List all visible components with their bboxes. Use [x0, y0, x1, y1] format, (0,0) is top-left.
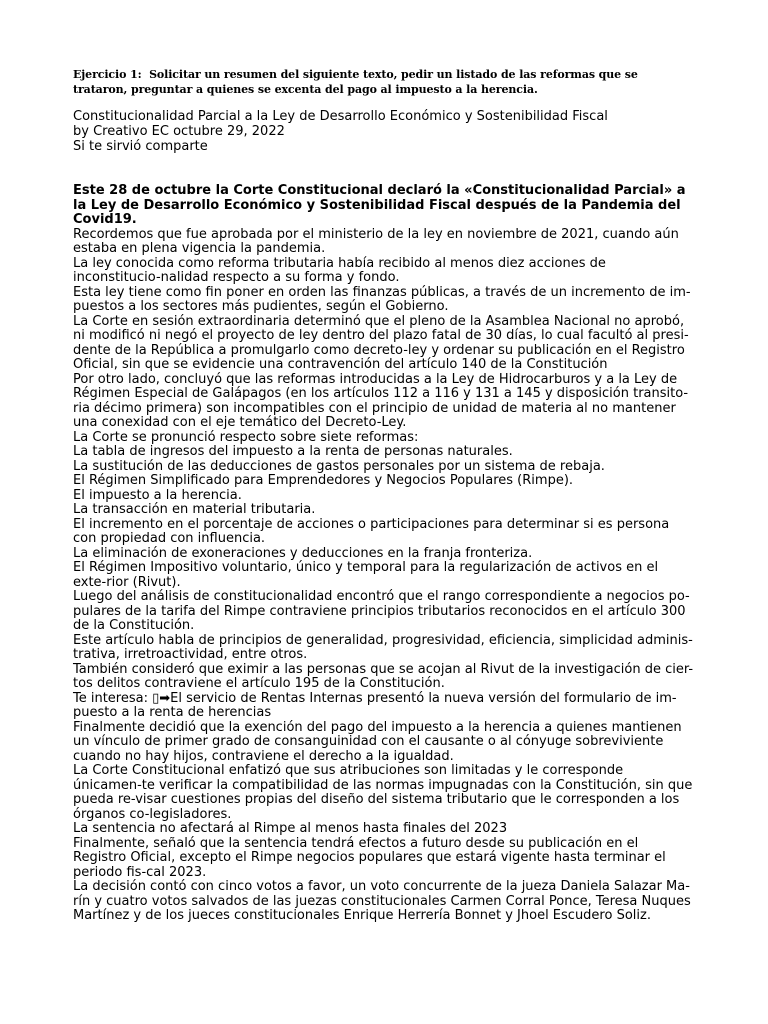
article-paragraph: La ley conocida como reforma tributaria había recibido al menos diez acciones de inconstitucio-nalidad respecto a su forma y fondo. [73, 255, 606, 285]
article-paragraph: La decisión contó con cinco votos a favor, un voto concurrente de la jueza Daniela Salazar Ma-rín y cuatro votos salvados de las juezas constitucionales Carmen Corral Ponce, Teresa Nuques Martínez y de los jueces constitucionales Enrique Herrería Bonnet y Jhoel Escudero Soliz. [73, 879, 691, 923]
reform-item: El Régimen Impositivo voluntario, único y temporal para la regularización de activos en el exte-rior (Rivut). [73, 560, 659, 590]
article-paragraph: La Corte se pronunció respecto sobre siete reformas: [73, 429, 419, 445]
article-paragraph: Recordemos que fue aprobada por el ministerio de la ley en noviembre de 2021, cuando aún estaba en plena vigencia la pandemia. [73, 226, 679, 256]
reform-item: La sustitución de las deducciones de gastos personales por un sistema de rebaja. [73, 458, 605, 474]
exercise-text: Solicitar un resumen del siguiente texto, pedir un listado de las reformas que se trataron, preguntar a quienes se excenta del pago al impuesto a la herencia. [73, 68, 638, 96]
reform-item: El incremento en el porcentaje de acciones o participaciones para determinar si es persona con propiedad con influencia. [73, 516, 670, 546]
article-paragraph: La sentencia no afectará al Rimpe al menos hasta finales del 2023 [73, 821, 508, 836]
reform-item: La tabla de ingresos del impuesto a la renta de personas naturales. [73, 444, 513, 459]
article-paragraph: Por otro lado, concluyó que las reformas introducidas a la Ley de Hidrocarburos y a la Ley de Régimen Especial de Galápagos (en los artículos 112 a 116 y 131 a 145 y disposición transito-ria décimo primera) son incompatibles con el principio de unidad de materia al no mantener una conexidad con el eje temático del Decreto-Ley. [73, 371, 689, 430]
article-paragraph: La Corte en sesión extraordinaria determinó que el pleno de la Asamblea Nacional no aprobó, ni modificó ni negó el proyecto de ley dentro del plazo fatal de 30 días, lo cual facultó al presi-dente de la República a promulgarlo como decreto-ley y ordenar su publicación en el Registro Oficial, sin que se evidencie una contravención del artículo 140 de la Constitución [73, 313, 689, 372]
article-paragraph: Este artículo habla de principios de generalidad, progresividad, eficiencia, simplicidad adminis-trativa, irretroactividad, entre otros. [73, 632, 693, 662]
reform-item: La eliminación de exoneraciones y deducciones en la franja fronteriza. [73, 545, 533, 561]
article-paragraph: Finalmente decidió que la exención del pago del impuesto a la herencia a quienes mantienen un vínculo de primer grado de consanguinidad con el causante o al cónyuge sobreviviente cuando no hay hijos, contraviene el derecho a la igualdad. [73, 719, 682, 764]
document-page [73, 68, 695, 924]
article-paragraph: Luego del análisis de constitucionalidad encontró que el rango correspondiente a negocios po-pulares de la tarifa del Rimpe contraviene principios tributarios reconocidos en el artículo 300 de la Constitución. [73, 589, 690, 633]
share-line: Si te sirvió comparte [73, 139, 208, 154]
reform-item: El impuesto a la herencia. [73, 487, 242, 503]
exercise-label: Ejercicio 1: [73, 68, 142, 81]
article-title: Constitucionalidad Parcial a la Ley de Desarrollo Económico y Sostenibilidad Fiscal [73, 109, 608, 124]
exercise-instruction [73, 68, 695, 97]
article-body [73, 184, 695, 924]
related-link-paragraph: Te interesa: ▯➡El servicio de Rentas Internas presentó la nueva versión del formulario de im-puesto a la renta de herencias [73, 690, 677, 720]
article-meta [73, 109, 695, 154]
article-paragraph: Esta ley tiene como fin poner en orden las finanzas públicas, a través de un incremento de im-puestos a los sectores más pudientes, según el Gobierno. [73, 284, 691, 314]
reform-item: El Régimen Simplificado para Emprendedores y Negocios Populares (Rimpe). [73, 473, 574, 488]
article-paragraph: También consideró que eximir a las personas que se acojan al Rivut de la investigación de cier-tos delitos contraviene el artículo 195 de la Constitución. [73, 661, 694, 691]
reform-item: La transacción en material tributaria. [73, 502, 316, 517]
article-byline: by Creativo EC octubre 29, 2022 [73, 124, 285, 139]
article-paragraph: Finalmente, señaló que la sentencia tendrá efectos a futuro desde su publicación en el Registro Oficial, excepto el Rimpe negocios populares que estará vigente hasta terminar el periodo fis-cal 2023. [73, 835, 666, 880]
article-lead: Este 28 de octubre la Corte Constitucional declaró la «Constitucionalidad Parcial» a la Ley de Desarrollo Económico y Sostenibilidad Fiscal después de la Pandemia del Covid19. [73, 183, 686, 227]
article-paragraph: La Corte Constitucional enfatizó que sus atribuciones son limitadas y le corresponde únicamen-te verificar la compatibilidad de las normas impugnadas con la Constitución, sin que pueda re-visar cuestiones propias del diseño del sistema tributario que le corresponden a los órganos co-legisladores. [73, 763, 693, 822]
